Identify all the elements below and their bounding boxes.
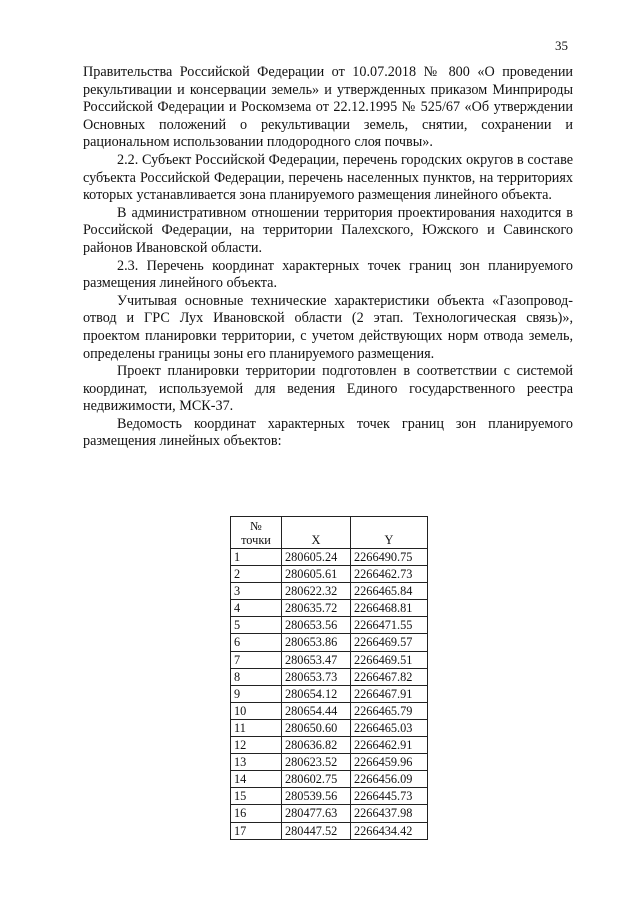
table-row (231, 600, 428, 617)
point-number-cell: 2 (231, 566, 282, 583)
paragraph-characteristics: Учитывая основные технические характеристики объекта «Газопровод-отвод и ГРС Лух Ивановской области (2 этап. Технологическая связь)», проектом планировки территории, с учетом действующих норм отвода земель, определены границы зоны его планируемого размещения. (83, 292, 573, 362)
x-coordinate-cell: 280622.32 (282, 583, 351, 600)
table-row (231, 702, 428, 719)
paragraph-continuation: Правительства Российской Федерации от 10.07.2018 № 800 «О проведении рекультивации и консервации земель» и утвержденных приказом Минприроды Российской Федерации и Роскомзема от 22.12.1995 № 525/67 «Об утверждении Основных положений о рекультивации земель, снятии, сохранении и рациональном использовании плодородного слоя почвы». (83, 64, 573, 151)
y-coordinate-cell: 2266434.42 (351, 822, 428, 839)
x-coordinate-cell: 280605.61 (282, 566, 351, 583)
point-number-cell: 14 (231, 771, 282, 788)
table-row (231, 737, 428, 754)
y-coordinate-cell: 2266459.96 (351, 754, 428, 771)
header-y: Y (351, 517, 428, 549)
table-row (231, 583, 428, 600)
table-row (231, 822, 428, 839)
point-number-cell: 6 (231, 634, 282, 651)
table-row (231, 566, 428, 583)
table-row (231, 685, 428, 702)
point-number-cell: 16 (231, 805, 282, 822)
x-coordinate-cell: 280477.63 (282, 805, 351, 822)
paragraph-section-2-3: 2.3. Перечень координат характерных точек границ зон планируемого размещения линейного объекта. (83, 257, 573, 292)
point-number-cell: 13 (231, 754, 282, 771)
paragraph-table-intro: Ведомость координат характерных точек границ зон планируемого размещения линейных объектов: (83, 415, 573, 450)
header-number-sign: № (250, 519, 262, 533)
table-row (231, 754, 428, 771)
y-coordinate-cell: 2266465.79 (351, 702, 428, 719)
x-coordinate-cell: 280623.52 (282, 754, 351, 771)
y-coordinate-cell: 2266465.03 (351, 719, 428, 736)
y-coordinate-cell: 2266465.84 (351, 583, 428, 600)
x-coordinate-cell: 280539.56 (282, 788, 351, 805)
y-coordinate-cell: 2266467.82 (351, 668, 428, 685)
y-coordinate-cell: 2266437.98 (351, 805, 428, 822)
header-point-label: точки (241, 533, 271, 547)
x-coordinate-cell: 280635.72 (282, 600, 351, 617)
point-number-cell: 4 (231, 600, 282, 617)
y-coordinate-cell: 2266456.09 (351, 771, 428, 788)
table-row (231, 634, 428, 651)
point-number-cell: 1 (231, 549, 282, 566)
x-coordinate-cell: 280653.73 (282, 668, 351, 685)
point-number-cell: 10 (231, 702, 282, 719)
point-number-cell: 8 (231, 668, 282, 685)
point-number-cell: 5 (231, 617, 282, 634)
x-coordinate-cell: 280447.52 (282, 822, 351, 839)
table-row (231, 549, 428, 566)
y-coordinate-cell: 2266469.51 (351, 651, 428, 668)
table-header-row (231, 517, 428, 549)
y-coordinate-cell: 2266468.81 (351, 600, 428, 617)
table-row (231, 788, 428, 805)
x-coordinate-cell: 280654.44 (282, 702, 351, 719)
point-number-cell: 9 (231, 685, 282, 702)
point-number-cell: 7 (231, 651, 282, 668)
x-coordinate-cell: 280605.24 (282, 549, 351, 566)
x-coordinate-cell: 280636.82 (282, 737, 351, 754)
x-coordinate-cell: 280602.75 (282, 771, 351, 788)
point-number-cell: 15 (231, 788, 282, 805)
header-x: X (282, 517, 351, 549)
point-number-cell: 12 (231, 737, 282, 754)
x-coordinate-cell: 280654.12 (282, 685, 351, 702)
y-coordinate-cell: 2266490.75 (351, 549, 428, 566)
document-body (83, 64, 573, 451)
x-coordinate-cell: 280653.56 (282, 617, 351, 634)
y-coordinate-cell: 2266462.91 (351, 737, 428, 754)
x-coordinate-cell: 280650.60 (282, 719, 351, 736)
paragraph-territory: В административном отношении территория проектирования находится в Российской Федерации, на территории Палехского, Южского и Савинского районов Ивановской области. (83, 204, 573, 256)
x-coordinate-cell: 280653.47 (282, 651, 351, 668)
paragraph-coordinate-system: Проект планировки территории подготовлен в соответствии с системой координат, используемой для ведения Единого государственного реестра недвижимости, МСК-37. (83, 363, 573, 415)
coordinates-table-wrapper (230, 516, 428, 840)
point-number-cell: 17 (231, 822, 282, 839)
coordinates-table (230, 516, 428, 840)
point-number-cell: 11 (231, 719, 282, 736)
table-row (231, 668, 428, 685)
paragraph-section-2-2: 2.2. Субъект Российской Федерации, перечень городских округов в составе субъекта Российской Федерации, перечень населенных пунктов, на территориях которых устанавливается зона планируемого размещения линейного объекта. (83, 151, 573, 204)
table-row (231, 719, 428, 736)
page-number: 35 (555, 38, 568, 53)
y-coordinate-cell: 2266445.73 (351, 788, 428, 805)
y-coordinate-cell: 2266467.91 (351, 685, 428, 702)
header-point-number (231, 517, 282, 549)
table-row (231, 651, 428, 668)
x-coordinate-cell: 280653.86 (282, 634, 351, 651)
table-row (231, 805, 428, 822)
point-number-cell: 3 (231, 583, 282, 600)
y-coordinate-cell: 2266462.73 (351, 566, 428, 583)
table-row (231, 771, 428, 788)
y-coordinate-cell: 2266469.57 (351, 634, 428, 651)
y-coordinate-cell: 2266471.55 (351, 617, 428, 634)
table-row (231, 617, 428, 634)
